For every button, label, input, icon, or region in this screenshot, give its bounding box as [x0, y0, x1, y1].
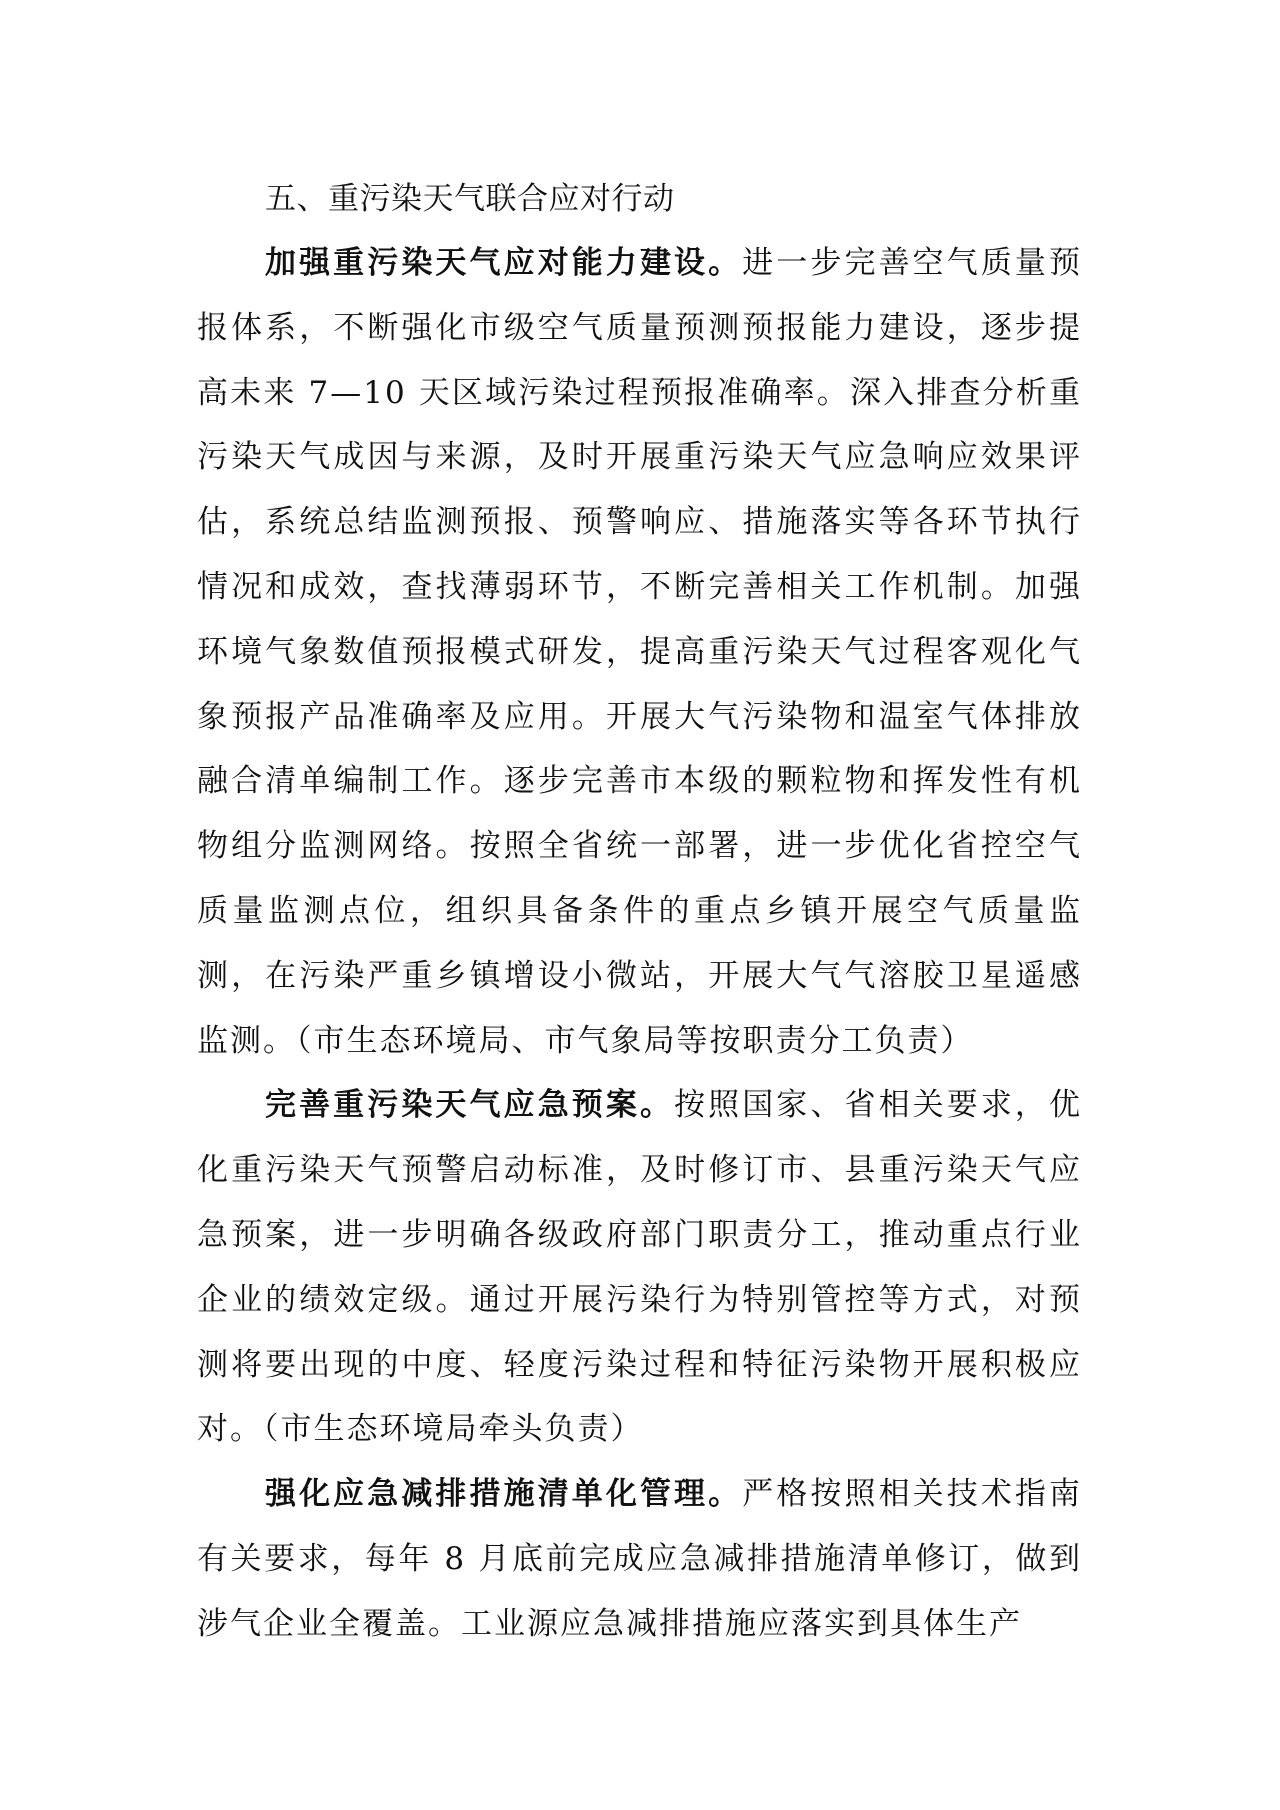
paragraph-capacity-building — [197, 231, 1082, 1073]
paragraph-emission-list — [197, 1462, 1082, 1656]
section-heading: 五、重污染天气联合应对行动 — [265, 181, 675, 217]
paragraph-emergency-plan — [197, 1073, 1082, 1462]
paragraph-lead: 强化应急减排措施清单化管理。 — [265, 1476, 743, 1513]
paragraph-lead: 加强重污染天气应对能力建设。 — [265, 245, 743, 281]
paragraph-body: 进一步完善空气质量预报体系，不断强化市级空气质量预测预报能力建设，逐步提高未来 7—10 天区域污染过程预报准确率。深入排查分析重污染天气成因与来源，及时开展重污染天气应急响应效果评估，系统总结监测预报、预警响应、措施落实等各环节执行情况和成效，查找薄弱环节，不断完善相关工作机制。加强环境气象数值预报模式研发，提高重污染天气过程客观化气象预报产品准确率及应用。开展大气污染物和温室气体排放融合清单编制工作。逐步完善市本级的颗粒物和挥发性有机物组分监测网络。按照全省统一部署，进一步优化省控空气质量监测点位，组织具备条件的重点乡镇开展空气质量监测，在污染严重乡镇增设小微站，开展大气气溶胶卫星遥感监测。（市生态环境局、市气象局等按职责分工负责） — [197, 245, 1083, 1059]
document-body — [197, 167, 1082, 1657]
paragraph-body: 按照国家、省相关要求，优化重污染天气预警启动标准，及时修订市、县重污染天气应急预案，进一步明确各级政府部门职责分工，推动重点行业企业的绩效定级。通过开展污染行为特别管控等方式，对预测将要出现的中度、轻度污染过程和特征污染物开展积极应对。（市生态环境局牵头负责） — [197, 1087, 1083, 1448]
paragraph-lead: 完善重污染天气应急预案。 — [265, 1087, 675, 1124]
paragraph-body: 严格按照相关技术指南有关要求，每年 8 月底前完成应急减排措施清单修订，做到涉气企业全覆盖。工业源应急减排措施应落实到具体生产 — [197, 1476, 1083, 1642]
